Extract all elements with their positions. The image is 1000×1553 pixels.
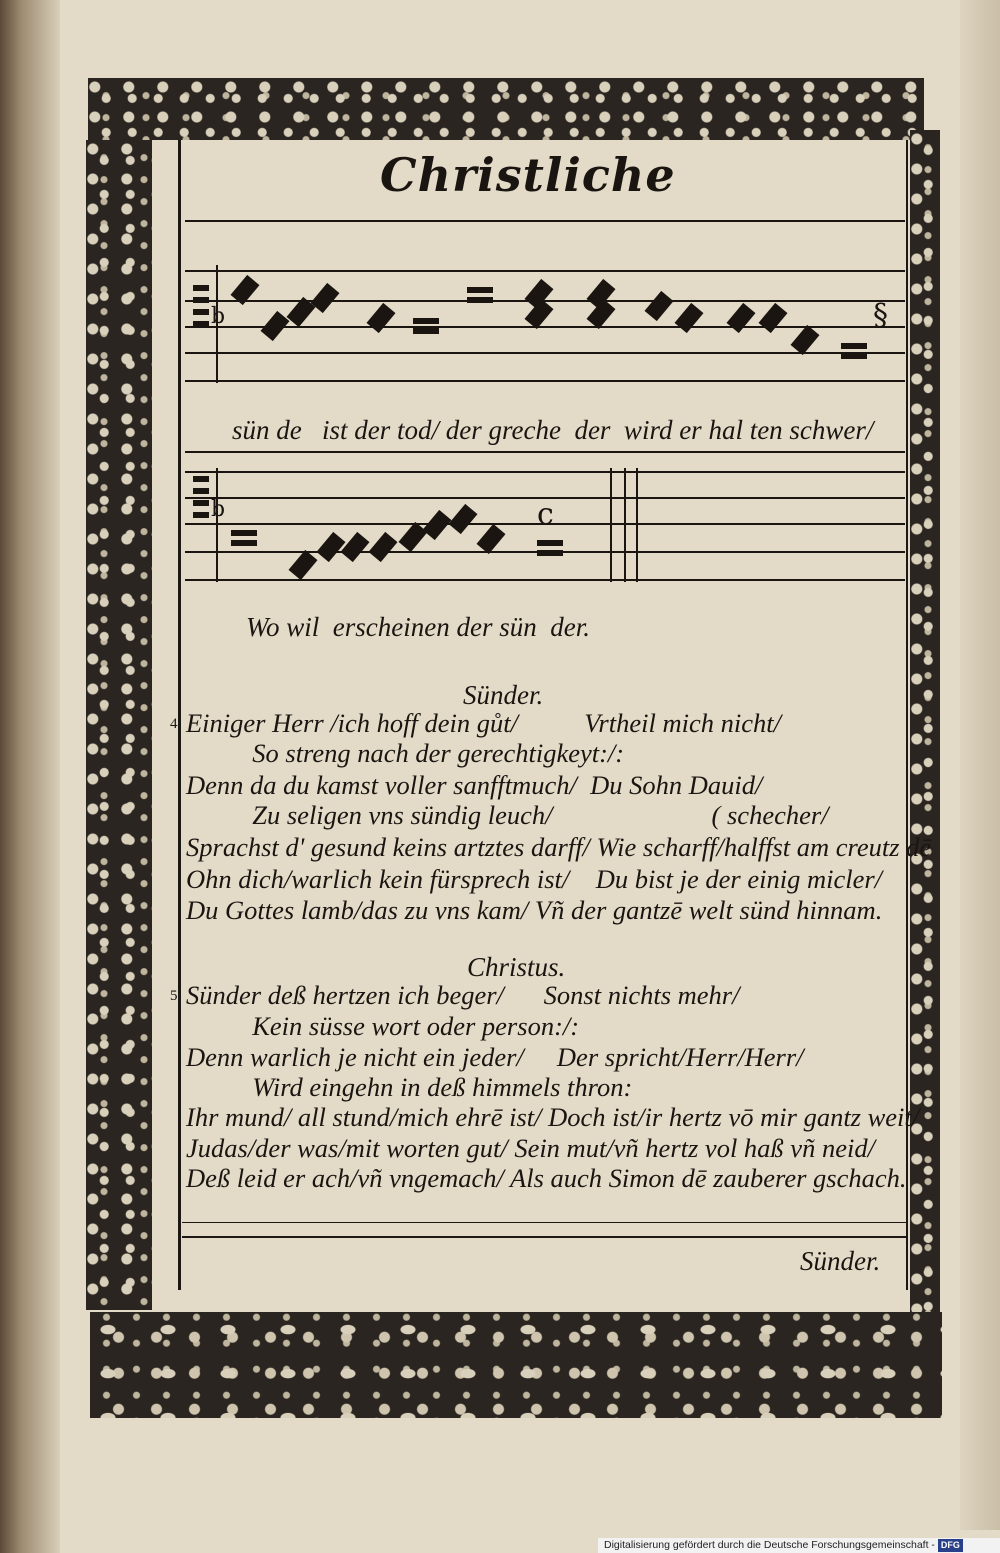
verse5-line-7: Deß leid er ach/vñ vngemach/ Als auch Simon dē zauberer gschach. — [186, 1163, 907, 1193]
lyrics-line-2: Wo wil erscheinen der sün der. — [246, 612, 590, 642]
ornament-border-left — [86, 140, 152, 1310]
verse5-heading: Christus. — [467, 952, 566, 982]
verse5-line-3: Denn warlich je nicht ein jeder/ Der spricht/Herr/Herr/ — [186, 1042, 804, 1072]
frame-rule-bottom-2 — [182, 1222, 906, 1223]
verse4-line-1: Einiger Herr /ich hoff dein gůt/ Vrtheil mich nicht/ — [186, 708, 781, 738]
verse4-line-7: Du Gottes lamb/das zu vns kam/ Vñ der gantzē welt sünd hinnam. — [186, 895, 883, 925]
clef-1 — [193, 285, 225, 329]
svg-text:b: b — [211, 304, 226, 329]
verse5-line-6: Judas/der was/mit worten gut/ Sein mut/vñ hertz vol haß vñ neid/ — [186, 1133, 875, 1163]
svg-text:§: § — [873, 298, 888, 333]
frame-rule-bottom — [182, 1236, 906, 1238]
verse4-number: 4 — [170, 716, 178, 732]
music-staff-2 — [185, 448, 905, 598]
verse5-number: 5 — [170, 988, 178, 1004]
catchword: Sünder. — [800, 1246, 881, 1276]
verse5-line-1: Sünder deß hertzen ich beger/ Sonst nichts mehr/ — [186, 980, 740, 1010]
ornament-border-top — [88, 78, 924, 140]
frame-rule-left — [178, 140, 181, 1290]
running-title: Christliche — [380, 148, 676, 202]
svg-text:b: b — [211, 497, 226, 522]
ornament-border-right — [910, 130, 940, 1320]
facing-page-edge — [960, 0, 1000, 1530]
book-gutter — [0, 0, 60, 1553]
music-staff-1 — [185, 215, 905, 395]
verse4-line-2: So streng nach der gerechtigkeyt:/: — [186, 738, 625, 768]
verse4-line-6: Ohn dich/warlich kein fürsprech ist/ Du bist je der einig micler/ — [186, 864, 883, 894]
footer-text: Digitalisierung gefördert durch die Deutsche Forschungsgemeinschaft - — [604, 1539, 935, 1551]
verse4-line-5: Sprachst d' gesund keins artztes darff/ Wie scharff/halffst am creutz dē — [186, 832, 932, 862]
verse4-line-4: Zu seligen vns sündig leuch/ ( schecher/ — [186, 800, 829, 830]
ornament-border-bottom — [90, 1312, 942, 1418]
neumes-1 — [231, 275, 888, 359]
dfg-logo: DFG — [938, 1539, 963, 1552]
svg-text:c: c — [537, 497, 554, 532]
digitization-footer — [598, 1538, 1000, 1553]
verse5-line-2: Kein süsse wort oder person:/: — [186, 1011, 580, 1041]
verse5-line-5: Ihr mund/ all stund/mich ehrē ist/ Doch ist/ir hertz vō mir gantz weit/ — [186, 1102, 920, 1132]
verse4-heading: Sünder. — [463, 680, 544, 710]
lyrics-line-1: sün de ist der tod/ der greche der wird er hal ten schwer/ — [232, 415, 874, 445]
verse4-line-3: Denn da du kamst voller sanfftmuch/ Du Sohn Dauid/ — [186, 770, 763, 800]
neumes-2 — [231, 497, 563, 580]
verse5-line-4: Wird eingehn in deß himmels thron: — [186, 1072, 633, 1102]
